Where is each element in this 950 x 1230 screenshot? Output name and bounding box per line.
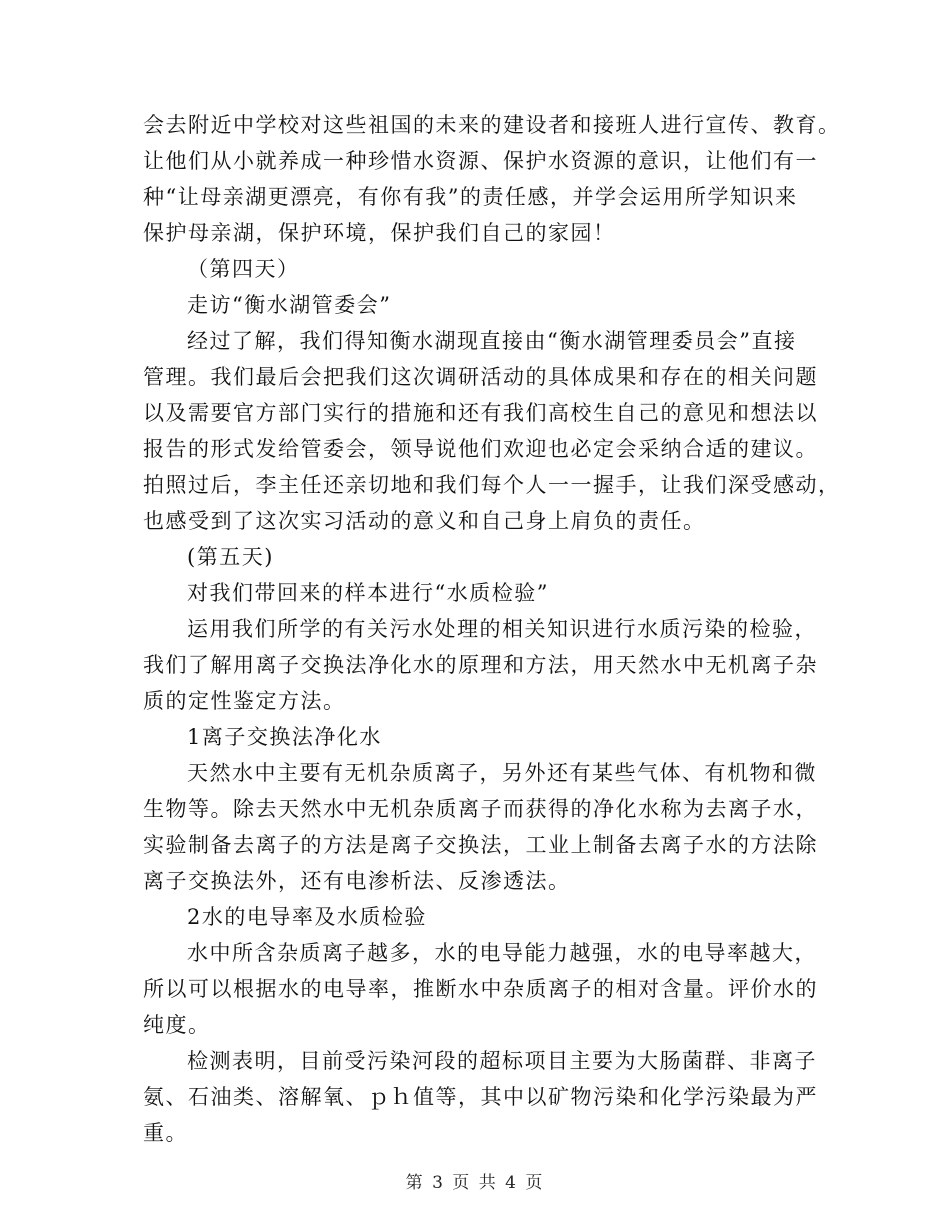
text-line: 质的定性鉴定方法。 — [143, 689, 346, 713]
text-line: 天然水中主要有无机杂质离子，另外还有某些气体、有机物和微 — [187, 761, 817, 785]
text-line: 以及需要官方部门实行的措施和还有我们高校生自己的意见和想法以 — [143, 401, 818, 425]
text-line: 报告的形式发给管委会，领导说他们欢迎也必定会采纳合适的建议。 — [143, 437, 818, 461]
numbered-heading: 1离子交换法净化水 — [187, 725, 382, 749]
text-line: 管理。我们最后会把我们这次调研活动的具体成果和存在的相关问题 — [143, 365, 818, 389]
text-line: 水中所含杂质离子越多，水的电导能力越强，水的电导率越大， — [187, 941, 817, 965]
text-line: 保护母亲湖，保护环境，保护我们自己的家园！ — [143, 221, 616, 245]
text-line: 经过了解，我们得知衡水湖现直接由“衡水湖管理委员会”直接 — [187, 329, 797, 353]
section-subheading: 走访“衡水湖管委会” — [187, 293, 392, 317]
section-heading-day-four: （第四天） — [187, 257, 300, 281]
text-line: 氨、石油类、溶解氧、ｐｈ值等，其中以矿物污染和化学污染最为严 — [143, 1085, 818, 1109]
text-line: 实验制备去离子的方法是离子交换法，工业上制备去离子水的方法除 — [143, 833, 818, 857]
page-number-footer: 第 3 页 共 4 页 — [405, 1173, 545, 1193]
text-line: 种“让母亲湖更漂亮，有你有我”的责任感，并学会运用所学知识来 — [143, 185, 798, 209]
text-line: 检测表明，目前受污染河段的超标项目主要为大肠菌群、非离子 — [187, 1049, 817, 1073]
text-line: 所以可以根据水的电导率，推断水中杂质离子的相对含量。评价水的 — [143, 977, 818, 1001]
text-line: 拍照过后，李主任还亲切地和我们每个人一一握手，让我们深受感动， — [143, 473, 841, 497]
section-subheading: 对我们带回来的样本进行“水质检验” — [187, 581, 549, 605]
text-line: 让他们从小就养成一种珍惜水资源、保护水资源的意识，让他们有一 — [143, 149, 818, 173]
text-line: 我们了解用离子交换法净化水的原理和方法，用天然水中无机离子杂 — [143, 653, 818, 677]
text-line: 离子交换法外，还有电渗析法、反渗透法。 — [143, 869, 571, 893]
text-line: 重。 — [143, 1121, 188, 1145]
document-body — [143, 107, 841, 1151]
text-line: 也感受到了这次实习活动的意义和自己身上肩负的责任。 — [143, 509, 706, 533]
text-line: 会去附近中学校对这些祖国的未来的建设者和接班人进行宣传、教育。 — [143, 113, 841, 137]
section-heading-day-five: (第五天) — [187, 545, 274, 569]
numbered-heading: 2水的电导率及水质检验 — [187, 905, 427, 929]
text-line: 运用我们所学的有关污水处理的相关知识进行水质污染的检验， — [187, 617, 817, 641]
text-line: 生物等。除去天然水中无机杂质离子而获得的净化水称为去离子水， — [143, 797, 818, 821]
text-line: 纯度。 — [143, 1013, 211, 1037]
